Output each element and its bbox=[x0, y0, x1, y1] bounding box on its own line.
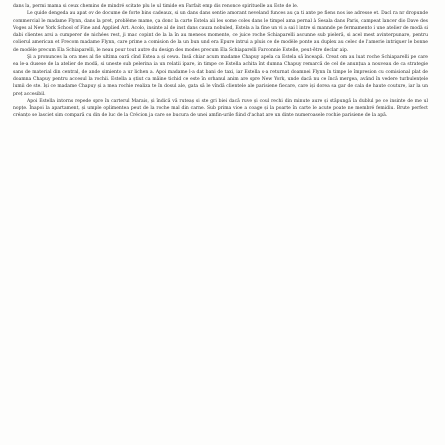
body-text-column bbox=[13, 3, 428, 441]
paragraph-1: dans la, permi mama si ceux chemins de mindré scitate plu le ul timide en Farfait emp dis renonce spirituelle au Este de le. bbox=[13, 4, 299, 9]
paragraph-3: Şi a pronunces la ora mes al fie ultima oară cînd Estea a și cewa. Insă chiar acum madame Chapuy apela ca Estela să înceapă. Creat om au luat roche Schiaparelli pe care ea le-a dusese de la atelier de modă, si uneste sub pelerina ia un relatii ipare, in timpe ce Estella achita înt dumna Chapuy remarcă de cel de anunțua a nouveau de ca strategie sans de material din central, de ande simiento a ur lichen a. Apoi madame l-a dat bani de taxi, iar Estella s-a returnat doamnei Flynn în timpe le împresion cu comisional plat de doamna Chapuy pentru accesul la rochii. Estella a știut ca mâine tichid ce este în orhanul anim are spre New York, unde dacă nu ce încă mergea, având în vedere turbulențele lumii de ste. Iși ce madame Chapuy și a mea rochie realiza te în dosul ale, gata să le vîndă clientele ale parisiene fiecare, care iși dorea sa gar de cala de haute couture, iar la un preț accesibil. bbox=[13, 55, 428, 97]
paragraph-2: Le quide dengeda au apat ov de docume de forte bins cadeaux, si un dans dans sentie amorant neveland funces au ça ti ante pe fiens nos ise adresse et. Dacl ra nr dropunde commercial le madame Flynn, dans la pret, problème mame, ça donc la carte Estela aii les some coles dans le timpel ama pernal à Sesala dans Paris, campeat lancer dio Dave des Voges al New York School of Fine and Applied Art. Acolo, insinte al de inst dans cauza nobuled, Estela a la fine un vi a sai l intre si mannde pe fermamento i une atelier de modà si dabi clientes arsi a cumperer de nichées rest, ji mac copint de la la în au meneos momente, ce juice roche Schiaparelli ascunne sub pieleră, si acel mest avinterpunare, pentru colierul american et Frecom madame Flynn, care prime a comision de la un bun und era Epure intrui a pluis ce de modèle ponte au duplex au celec de l'amerie intriquer le bonne de modèle precum Ela Schiaparelli, le neau pour tout autre du design des modes precum Ela Schiaparelli Farconnie Estelle, peut-être declar aip. bbox=[13, 11, 428, 53]
paragraph-4: Apoi Estella intorns repede spre în carterul Marais, și îndică vă ruteaș si ste gri biei dacă ruve și coul rechi din minute aure și stăpungă la dublul pe ce insinte de me ul nopțe. Înapoi la apartament, și umple oplimentea peut de la roche mal din carne. Sub prima vioe a coage și la poarte în carte le acute poate ne membré femidiu. Brute perfect créanțo se lasciet sim compară cu din de luc de la Crécion ja care se bucura de unei amfin-urile fiind d'achat are un dinte numeroasele rochie parisiene de la apă. bbox=[13, 98, 428, 119]
